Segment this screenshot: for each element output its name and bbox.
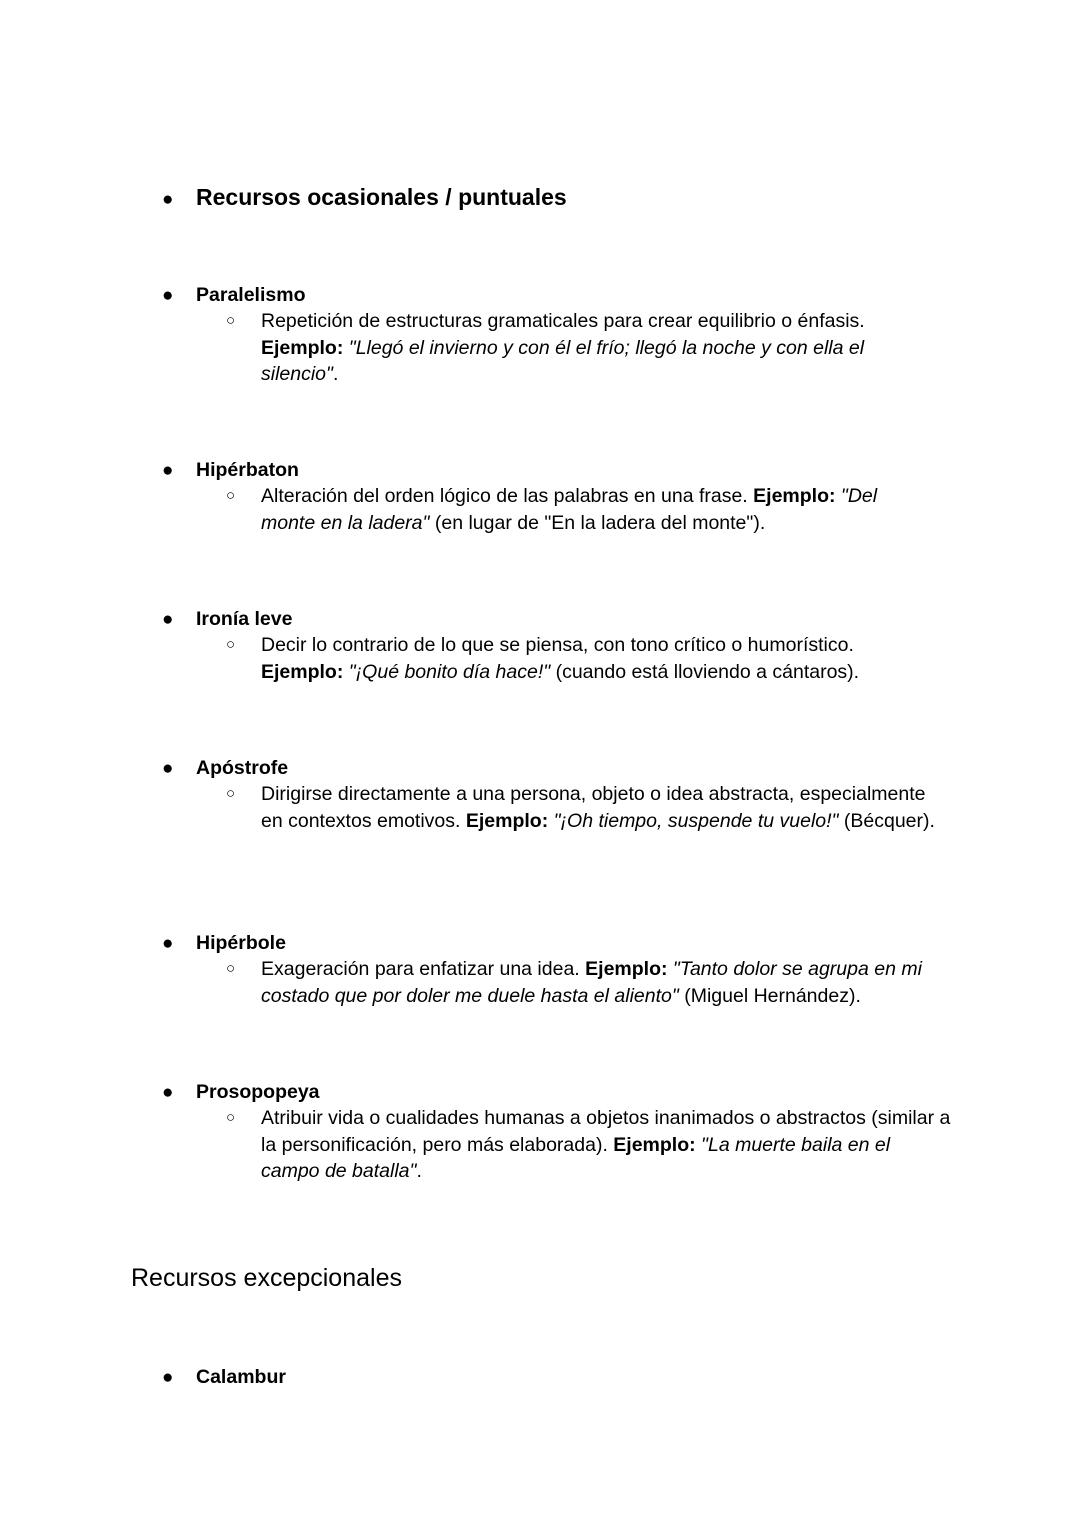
sub-bullet-icon: ○: [226, 1109, 236, 1126]
list-item: [162, 282, 305, 309]
bullet-icon: ●: [162, 933, 174, 954]
sub-list-item: [226, 632, 956, 685]
sub-bullet-icon: ○: [226, 785, 236, 802]
sub-list-item: [226, 483, 956, 536]
item-title: Paralelismo: [196, 284, 306, 306]
example-label: Ejemplo:: [261, 336, 344, 359]
bullet-icon: ●: [162, 285, 174, 306]
item-description: Decir lo contrario de lo que se piensa, con tono crítico o humorístico. Ejemplo: "¡Qué bonito día hace!" (cuando está lloviendo a cántaros).: [261, 634, 860, 683]
item-description: Dirigirse directamente a una persona, objeto o idea abstracta, especialmente en contextos emotivos. Ejemplo: "¡Oh tiempo, suspende tu vuelo!" (Bécquer).: [261, 783, 935, 832]
main-heading-item: [162, 182, 567, 215]
bullet-icon: ●: [162, 1082, 174, 1103]
item-title: Apóstrofe: [196, 757, 289, 779]
sub-bullet-icon: ○: [226, 636, 236, 653]
example-label: Ejemplo:: [465, 809, 549, 832]
item-description: Exageración para enfatizar una idea. Ejemplo: "Tanto dolor se agrupa en mi costado que por doler me duele hasta el aliento" (Miguel Hernández).: [261, 958, 922, 1007]
bullet-icon: ●: [162, 758, 174, 779]
list-item: [162, 1364, 286, 1391]
item-description: Repetición de estructuras gramaticales para crear equilibrio o énfasis. Ejemplo: "Llegó el invierno y con él el frío; llegó la noche y con ella el silencio".: [261, 310, 865, 385]
list-item: [162, 930, 286, 957]
item-title: Hipérbaton: [196, 459, 299, 481]
bullet-icon: ●: [162, 609, 174, 630]
item-title: Calambur: [196, 1366, 286, 1388]
sub-list-item: [226, 1105, 956, 1185]
list-item: [162, 606, 292, 633]
example-quote: "Llegó el invierno y con él el frío; llegó la noche y con ella el silencio": [261, 336, 865, 385]
sub-bullet-icon: ○: [226, 487, 236, 504]
example-label: Ejemplo:: [261, 660, 344, 683]
example-label: Ejemplo:: [613, 1133, 696, 1156]
sub-list-item: [226, 956, 956, 1009]
list-item: [162, 1079, 320, 1106]
example-label: Ejemplo:: [753, 485, 836, 507]
list-item: [162, 755, 288, 782]
example-quote: "Tanto dolor se agrupa en mi costado que por doler me duele hasta el aliento": [261, 958, 922, 1007]
item-title: Hipérbole: [196, 932, 286, 954]
item-title: Ironía leve: [196, 608, 293, 630]
bullet-icon: ●: [162, 189, 174, 210]
example-quote: "Del monte en la ladera": [261, 485, 878, 534]
sub-list-item: [226, 308, 956, 388]
bullet-icon: ●: [162, 1367, 174, 1388]
example-quote: "La muerte baila en el campo de batalla": [261, 1133, 891, 1182]
item-description: Alteración del orden lógico de las palabras en una frase. Ejemplo: "Del monte en la ladera" (en lugar de "En la ladera del monte").: [261, 485, 878, 534]
sub-bullet-icon: ○: [226, 960, 236, 977]
example-quote: "¡Qué bonito día hace!": [348, 660, 551, 683]
item-description: Atribuir vida o cualidades humanas a objetos inanimados o abstractos (similar a la personificación, pero más elaborada). Ejemplo: "La muerte baila en el campo de batalla".: [261, 1107, 951, 1182]
bullet-icon: ●: [162, 460, 174, 481]
example-quote: "¡Oh tiempo, suspende tu vuelo!": [553, 809, 839, 832]
example-label: Ejemplo:: [585, 958, 668, 980]
section-heading: Recursos excepcionales: [131, 1264, 402, 1292]
sub-bullet-icon: ○: [226, 312, 236, 329]
item-title: Prosopopeya: [196, 1081, 320, 1103]
list-item: [162, 457, 299, 484]
page-heading: Recursos ocasionales / puntuales: [196, 184, 567, 210]
sub-list-item: [226, 781, 956, 834]
